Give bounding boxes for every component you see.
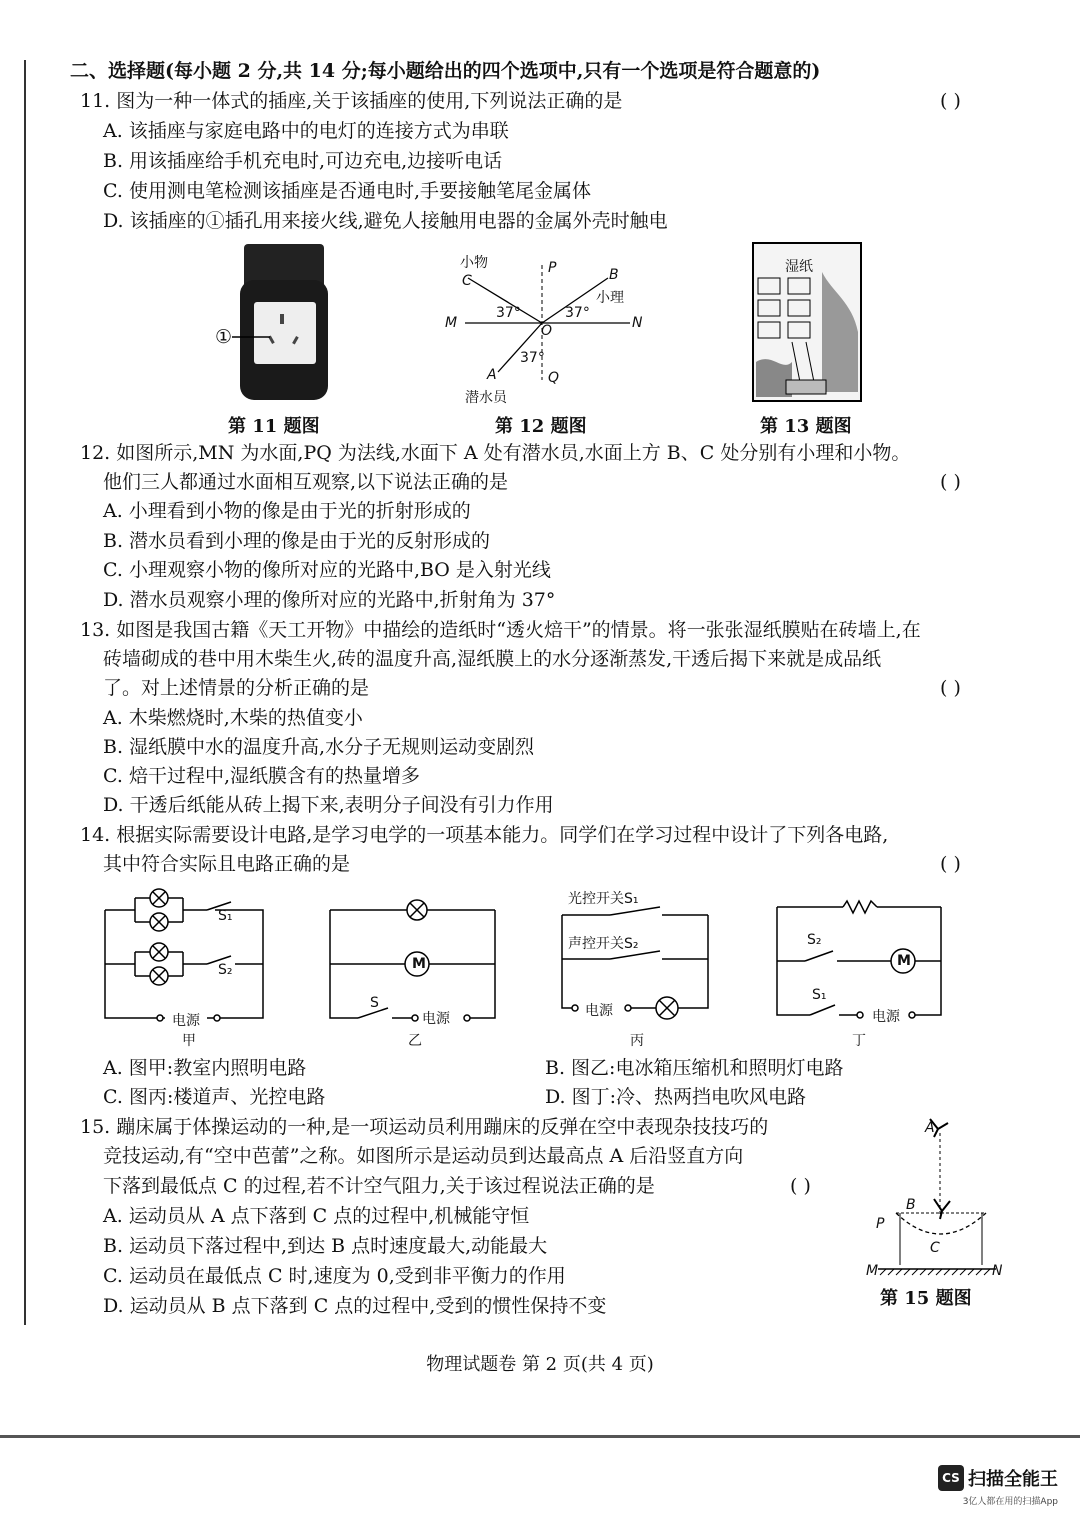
q15-stem-2: 竞技运动,有“空中芭蕾”之称。如图所示是运动员到达最高点 A 后沿竖直方向 [103,1145,744,1167]
q13-option-a: A. 木柴燃烧时,木柴的热值变小 [103,707,363,729]
circuit-ding-s2: S₂ [807,932,822,948]
q12-option-b: B. 潜水员看到小理的像是由于光的反射形成的 [103,530,491,552]
circuit-jia-s1: S₁ [218,908,233,924]
circuit-ding-motor: M [897,953,911,969]
q14-option-a: A. 图甲:教室内照明电路 [103,1057,307,1079]
fig12-label-q: Q [548,370,560,386]
fig15-trampoline-diagram [868,1115,1008,1285]
scanner-tagline: 3亿人都在用的扫描App [962,1497,1058,1507]
q13-answer-blank: ( ) [940,677,961,699]
fig12-label-xiaowu: 小物 [460,255,488,271]
circuit-yi-power: 电源 [422,1011,450,1027]
section-header: 二、选择题(每小题 2 分,共 14 分;每小题给出的四个选项中,只有一个选项是符合题意的) [70,60,821,82]
q14-option-d: D. 图丁:冷、热两挡电吹风电路 [545,1086,807,1108]
q15-answer-blank: ( ) [790,1175,811,1197]
fig11-caption: 第 11 题图 [228,416,320,437]
fig12-label-p: P [548,260,557,276]
circuit-yi-s: S [370,995,379,1011]
fig12-label-b: B [609,267,619,283]
circuit-ding-s1: S₁ [812,987,827,1003]
circuit-bing-power: 电源 [585,1003,613,1019]
fig15-label-c: C [930,1240,940,1256]
left-margin-rule [24,60,26,1325]
fig12-label-n: N [632,315,643,331]
q14-option-b: B. 图乙:电冰箱压缩机和照明灯电路 [545,1057,844,1079]
q12-stem-1: 12. 如图所示,MN 为水面,PQ 为法线,水面下 A 处有潜水员,水面上方 B、C 处分别有小理和小物。 [80,442,911,464]
fig15-label-a: A [925,1120,935,1136]
q13-stem-2: 砖墙砌成的巷中用木柴生火,砖的温度升高,湿纸膜上的水分逐渐蒸发,干透后揭下来就是成品纸 [103,648,882,670]
q11-option-c: C. 使用测电笔检测该插座是否通电时,手要接触笔尾金属体 [103,180,591,202]
circuit-jia-name: 甲 [182,1033,196,1049]
fig15-label-n: N [992,1263,1003,1279]
q14-answer-blank: ( ) [940,853,961,875]
fig11-marker: ① [215,326,233,348]
fig15-label-p: P [876,1216,885,1232]
circuit-bing-name: 丙 [630,1033,644,1049]
q15-stem-3: 下落到最低点 C 的过程,若不计空气阻力,关于该过程说法正确的是 [103,1175,655,1197]
circuit-bing [550,895,720,1025]
fig12-angle-right: 37° [565,305,590,321]
fig12-angle-bottom: 37° [520,350,545,366]
fig15-label-b: B [906,1197,916,1213]
q11-option-b: B. 用该插座给手机充电时,可边充电,边接听电话 [103,150,503,172]
bottom-rule [0,1435,1080,1438]
circuit-bing-light-switch: 光控开关S₁ [568,891,639,907]
q12-option-d: D. 潜水员观察小理的像所对应的光路中,折射角为 37° [103,589,556,611]
q15-option-b: B. 运动员下落过程中,到达 B 点时速度最大,动能最大 [103,1235,548,1257]
q15-stem-1: 15. 蹦床属于体操运动的一种,是一项运动员利用蹦床的反弹在空中表现杂技技巧的 [80,1116,769,1138]
circuit-ding-power: 电源 [872,1009,900,1025]
fig12-label-xiaoli: 小理 [596,290,624,306]
fig13-caption: 第 13 题图 [760,416,852,437]
q13-option-b: B. 湿纸膜中水的温度升高,水分子无规则运动变剧烈 [103,736,535,758]
q13-stem-1: 13. 如图是我国古籍《天工开物》中描绘的造纸时“透火焙干”的情景。将一张张湿纸膜贴在砖墙上,在 [80,619,921,641]
circuit-bing-sound-switch: 声控开关S₂ [568,936,639,952]
circuit-yi-name: 乙 [408,1033,422,1049]
fig12-angle-left: 37° [496,305,521,321]
fig12-label-a: A [487,367,497,383]
scanner-watermark [938,1465,1058,1507]
q12-option-c: C. 小理观察小物的像所对应的光路中,BO 是入射光线 [103,559,551,581]
q13-stem-3: 了。对上述情景的分析正确的是 [103,677,370,699]
q15-option-a: A. 运动员从 A 点下落到 C 点的过程中,机械能守恒 [103,1205,530,1227]
q11-option-d: D. 该插座的①插孔用来接火线,避免人接触用电器的金属外壳时触电 [103,210,668,232]
page-footer: 物理试题卷 第 2 页(共 4 页) [426,1354,654,1375]
fig12-label-c: C [462,273,472,289]
fig13-label-wet-paper: 湿纸 [785,256,813,276]
circuit-yi-motor: M [412,956,426,972]
q11-answer-blank: ( ) [940,90,961,112]
circuit-ding-name: 丁 [852,1033,866,1049]
q13-option-d: D. 干透后纸能从砖上揭下来,表明分子间没有引力作用 [103,794,554,816]
fig12-label-diver: 潜水员 [465,390,507,406]
q14-stem-1: 14. 根据实际需要设计电路,是学习电学的一项基本能力。同学们在学习过程中设计了下列各电路, [80,824,889,846]
q13-option-c: C. 焙干过程中,湿纸膜含有的热量增多 [103,765,420,787]
q14-option-c: C. 图丙:楼道声、光控电路 [103,1086,326,1108]
circuit-jia [95,880,275,1030]
q12-stem-2: 他们三人都通过水面相互观察,以下说法正确的是 [103,471,509,493]
q11-stem: 11. 图为一种一体式的插座,关于该插座的使用,下列说法正确的是 [80,90,623,112]
q12-option-a: A. 小理看到小物的像是由于光的折射形成的 [103,500,471,522]
fig12-caption: 第 12 题图 [495,416,587,437]
circuit-jia-s2: S₂ [218,962,233,978]
scanner-app-name: 扫描全能王 [968,1469,1058,1490]
fig15-caption: 第 15 题图 [880,1288,972,1309]
fig12-label-o: O [541,323,553,339]
scanner-logo-icon: CS [938,1465,964,1491]
circuit-jia-power: 电源 [172,1013,200,1029]
circuit-ding [765,893,955,1028]
fig12-label-m: M [445,315,458,331]
q11-option-a: A. 该插座与家庭电路中的电灯的连接方式为串联 [103,120,509,142]
q15-option-d: D. 运动员从 B 点下落到 C 点的过程中,受到的惯性保持不变 [103,1295,607,1317]
q14-stem-2: 其中符合实际且电路正确的是 [103,853,351,875]
fig15-label-m: M [866,1263,879,1279]
q12-answer-blank: ( ) [940,471,961,493]
q15-option-c: C. 运动员在最低点 C 时,速度为 0,受到非平衡力的作用 [103,1265,566,1287]
